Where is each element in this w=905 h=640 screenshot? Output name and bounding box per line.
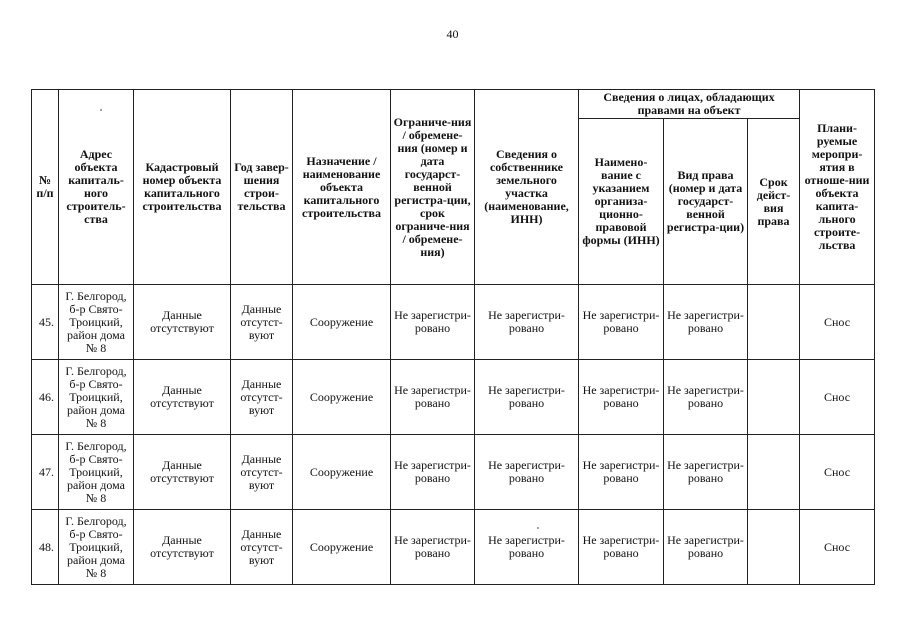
cell-planned: Снос [800, 435, 875, 510]
cell-right-type: Не зарегистри-ровано [664, 285, 748, 360]
cell-term [748, 360, 800, 435]
scan-speck [537, 527, 539, 529]
cell-num: 45. [32, 285, 59, 360]
header-address: Адрес объекта капиталь-ного строитель-ства [59, 90, 134, 285]
cell-restrictions: Не зарегистри-ровано [391, 285, 475, 360]
cell-land-owner: Не зарегистри-ровано [475, 285, 579, 360]
cell-right-type: Не зарегистри-ровано [664, 435, 748, 510]
table-row [32, 360, 875, 435]
cell-planned: Снос [800, 360, 875, 435]
cell-cadastral: Данные отсутствуют [134, 435, 231, 510]
cell-planned: Снос [800, 510, 875, 585]
cell-land-owner: Не зарегистри-ровано [475, 435, 579, 510]
cell-year: Данные отсутст-вуют [231, 360, 293, 435]
header-year: Год завер-шения строи-тельства [231, 90, 293, 285]
cell-num: 46. [32, 360, 59, 435]
cell-land-owner: Не зарегистри-ровано [475, 360, 579, 435]
cell-right-type: Не зарегистри-ровано [664, 360, 748, 435]
cell-cadastral: Данные отсутствуют [134, 285, 231, 360]
cell-term [748, 285, 800, 360]
cell-num: 48. [32, 510, 59, 585]
cell-planned: Снос [800, 285, 875, 360]
cell-land-owner: Не зарегистри-ровано [475, 510, 579, 585]
cell-restrictions: Не зарегистри-ровано [391, 360, 475, 435]
header-purpose: Назначение / наименование объекта капитального строительства [293, 90, 391, 285]
cell-restrictions: Не зарегистри-ровано [391, 435, 475, 510]
cell-purpose: Сооружение [293, 360, 391, 435]
header-planned: Плани-руемые меропри-ятия в отноше-нии объекта капита-льного строите-льства [800, 90, 875, 285]
header-restrictions: Ограниче-ния / обремене-ния (номер и дата государст-венной регистра-ции, срок ограниче-ния / обремене-ния) [391, 90, 475, 285]
cell-right-type: Не зарегистри-ровано [664, 510, 748, 585]
table-row [32, 435, 875, 510]
scan-speck [100, 109, 102, 111]
cell-year: Данные отсутст-вуют [231, 285, 293, 360]
cell-holder-name: Не зарегистри-ровано [579, 435, 664, 510]
header-holder-name: Наимено-вание с указанием организа-ционно-правовой формы (ИНН) [579, 119, 664, 285]
cell-cadastral: Данные отсутствуют [134, 510, 231, 585]
header-rights-group: Сведения о лицах, обладающих правами на объект [579, 90, 800, 119]
table-row [32, 510, 875, 585]
cell-restrictions: Не зарегистри-ровано [391, 510, 475, 585]
cell-holder-name: Не зарегистри-ровано [579, 510, 664, 585]
cell-holder-name: Не зарегистри-ровано [579, 360, 664, 435]
cell-purpose: Сооружение [293, 285, 391, 360]
cell-address: Г. Белгород, б-р Свято-Троицкий, район дома № 8 [59, 435, 134, 510]
cell-purpose: Сооружение [293, 510, 391, 585]
cell-address: Г. Белгород, б-р Свято-Троицкий, район дома № 8 [59, 360, 134, 435]
header-num: № п/п [32, 90, 59, 285]
cell-address: Г. Белгород, б-р Свято-Троицкий, район дома № 8 [59, 510, 134, 585]
table-row [32, 285, 875, 360]
cell-cadastral: Данные отсутствуют [134, 360, 231, 435]
cell-address: Г. Белгород, б-р Свято-Троицкий, район дома № 8 [59, 285, 134, 360]
cell-term [748, 510, 800, 585]
header-term: Срок дейст-вия права [748, 119, 800, 285]
header-land-owner: Сведения о собственнике земельного участка (наименование, ИНН) [475, 90, 579, 285]
cell-num: 47. [32, 435, 59, 510]
cell-year: Данные отсутст-вуют [231, 435, 293, 510]
header-row-1 [32, 90, 875, 119]
cell-purpose: Сооружение [293, 435, 391, 510]
cell-holder-name: Не зарегистри-ровано [579, 285, 664, 360]
page-number: 40 [446, 27, 459, 41]
cell-year: Данные отсутст-вуют [231, 510, 293, 585]
header-cadastral: Кадастровый номер объекта капитального строительства [134, 90, 231, 285]
registry-table [31, 89, 875, 585]
cell-term [748, 435, 800, 510]
header-right-type: Вид права (номер и дата государст-венной регистра-ции) [664, 119, 748, 285]
